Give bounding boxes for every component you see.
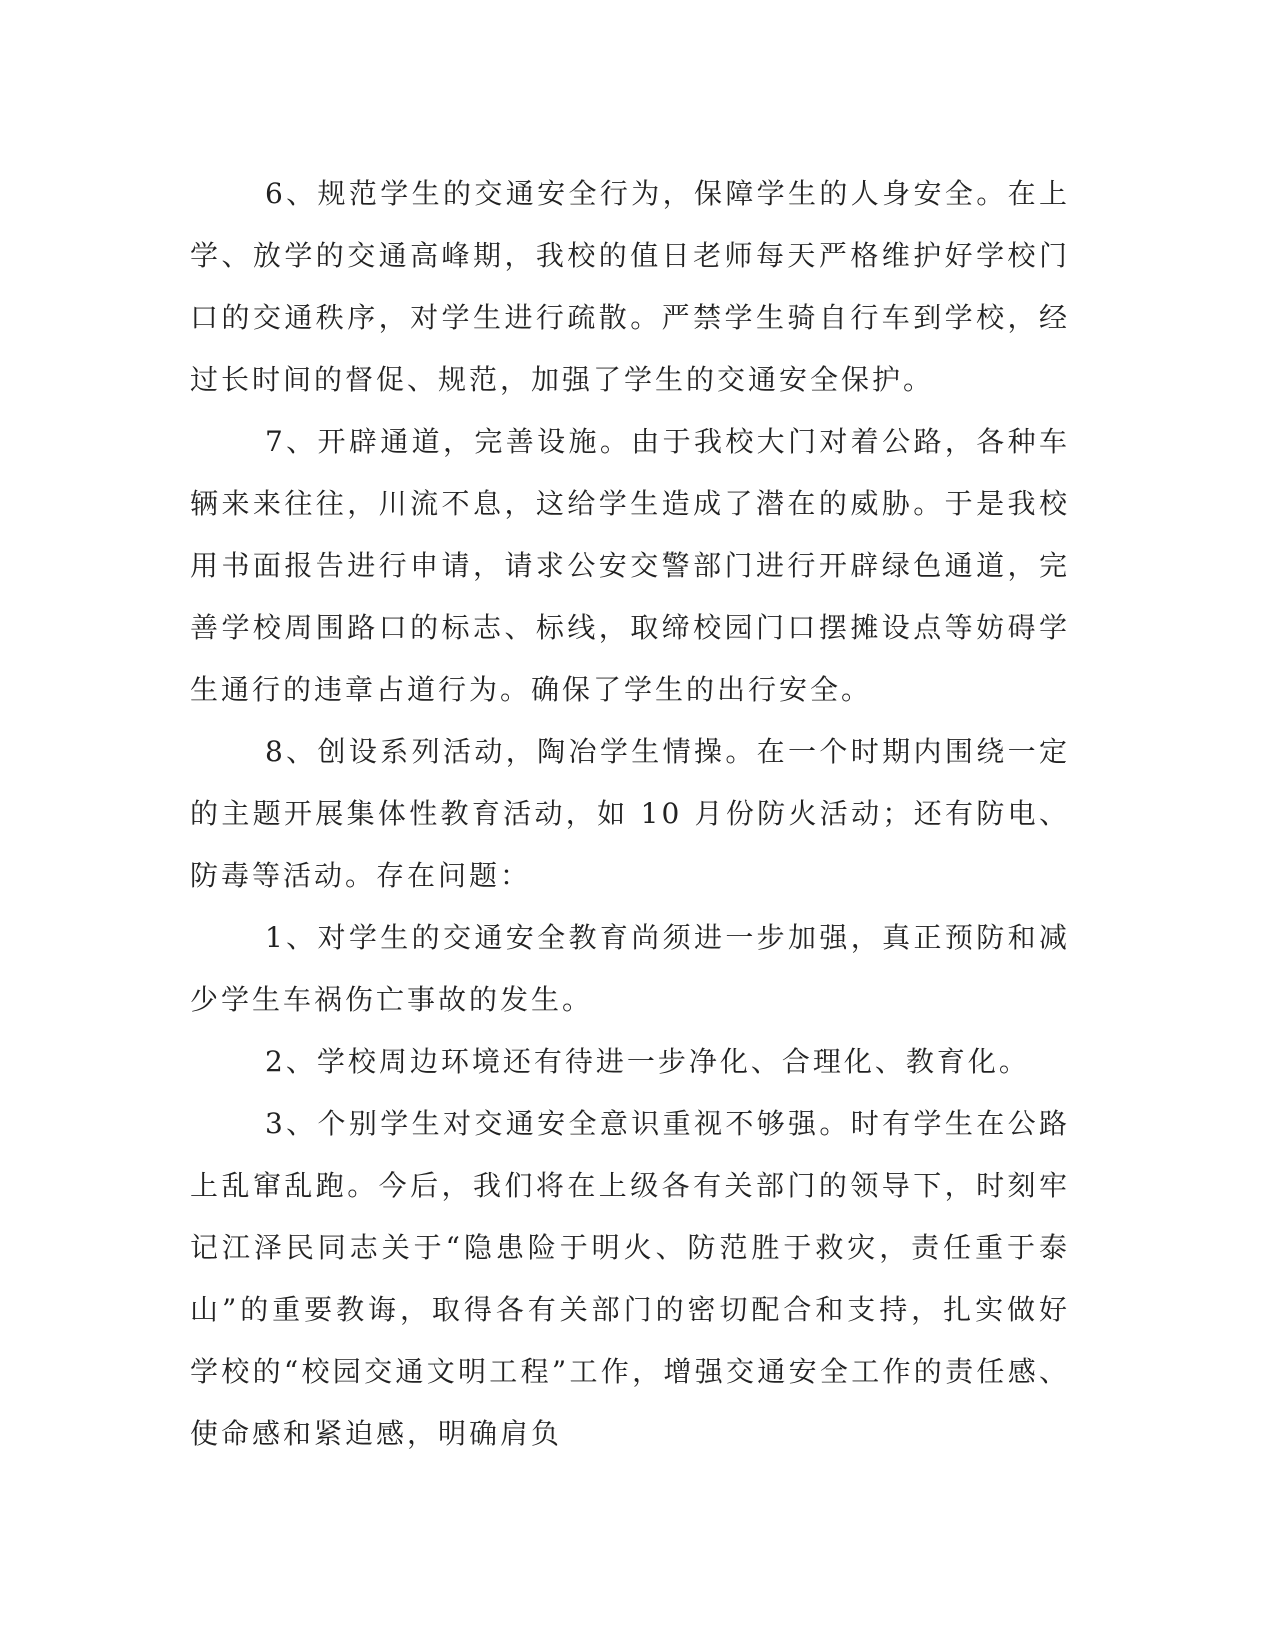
paragraph-problem-1: 1、对学生的交通安全教育尚须进一步加强，真正预防和减少学生车祸伤亡事故的发生。: [190, 921, 1070, 1016]
paragraph-problem-3: 3、个别学生对交通安全意识重视不够强。时有学生在公路上乱窜乱跑。今后，我们将在上级各有关部门的领导下，时刻牢记江泽民同志关于“隐患险于明火、防范胜于救灾，责任重于泰山”的重要教诲，取得各有关部门的密切配合和支持，扎实做好学校的“校园交通文明工程”工作，增强交通安全工作的责任感、使命感和紧迫感，明确肩负: [190, 1107, 1070, 1450]
paragraph-item-6: 6、规范学生的交通安全行为，保障学生的人身安全。在上学、放学的交通高峰期，我校的值日老师每天严格维护好学校门口的交通秩序，对学生进行疏散。严禁学生骑自行车到学校，经过长时间的督促、规范，加强了学生的交通安全保护。: [190, 177, 1070, 396]
paragraph-problem-2: 2、学校周边环境还有待进一步净化、合理化、教育化。: [265, 1045, 1030, 1078]
document-body: [190, 163, 1070, 1465]
paragraph-item-8: 8、创设系列活动，陶冶学生情操。在一个时期内围绕一定的主题开展集体性教育活动，如 10 月份防火活动；还有防电、防毒等活动。存在问题：: [190, 735, 1070, 892]
paragraph-item-7: 7、开辟通道，完善设施。由于我校大门对着公路，各种车辆来来往往，川流不息，这给学生造成了潜在的威胁。于是我校用书面报告进行申请，请求公安交警部门进行开辟绿色通道，完善学校周围路口的标志、标线，取缔校园门口摆摊设点等妨碍学生通行的违章占道行为。确保了学生的出行安全。: [190, 425, 1070, 706]
